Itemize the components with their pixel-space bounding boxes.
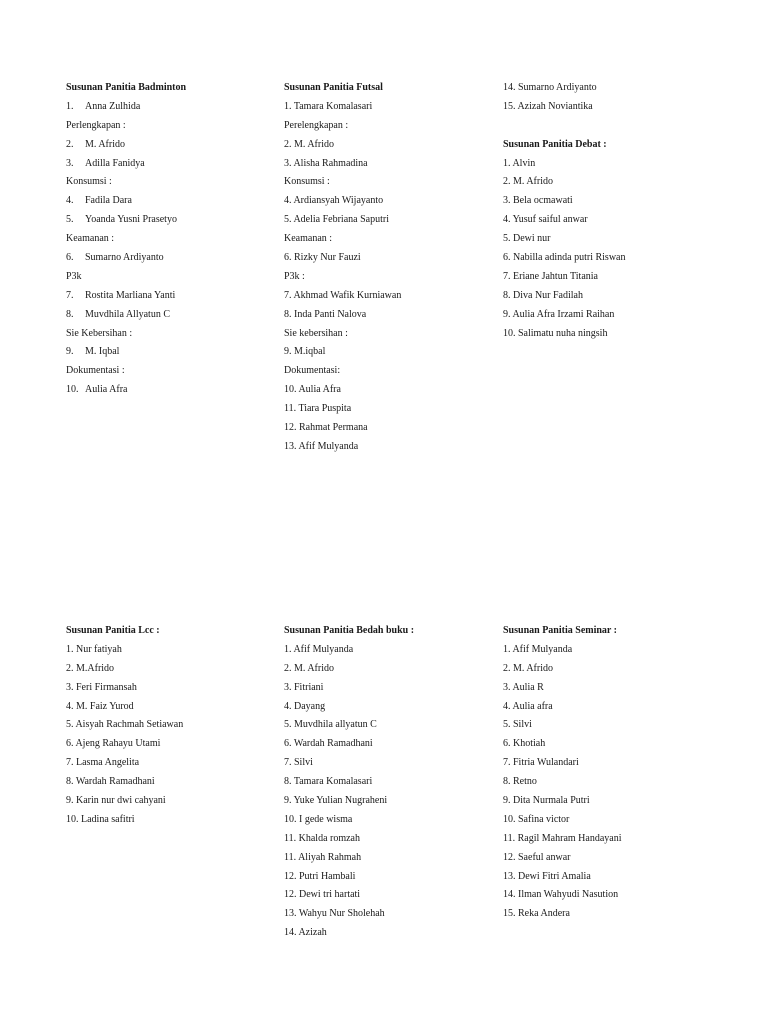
- item-text: M. Iqbal: [85, 346, 120, 358]
- list-item: 2. M. Afrido: [503, 176, 553, 188]
- list-item: 6. Ajeng Rahayu Utami: [66, 738, 161, 750]
- list-item: 6. Nabilla adinda putri Riswan: [503, 252, 626, 264]
- list-item: 5. Adelia Febriana Saputri: [284, 214, 389, 226]
- list-item: 12. Rahmat Permana: [284, 422, 368, 434]
- item-number: 5.: [66, 214, 74, 226]
- futsal-section: [284, 79, 494, 457]
- list-item: 9. Yuke Yulian Nugraheni: [284, 795, 388, 807]
- list-item: 8. Inda Panti Nalova: [284, 308, 367, 320]
- list-item: 3. Bela ocmawati: [503, 195, 573, 207]
- role-heading: Perlengkapan :: [66, 119, 126, 131]
- badminton-section: [66, 79, 276, 400]
- list-item: 4. Dayang: [284, 700, 326, 712]
- list-item: 7. Silvi: [284, 757, 313, 769]
- item-number: 1.: [66, 100, 74, 112]
- list-item: 2. M.Afrido: [66, 662, 115, 674]
- list-item: P3k :: [284, 270, 305, 282]
- seminar-section: [503, 622, 713, 924]
- list-item: 7. Eriane Jahtun Titania: [503, 270, 598, 282]
- role-heading: Konsumsi :: [66, 176, 112, 188]
- list-item: 8. Diva Nur Fadilah: [503, 289, 583, 301]
- list-item: Keamanan :: [284, 233, 333, 245]
- list-item: 7. Fitria Wulandari: [503, 757, 579, 769]
- list-item: 10. Salimatu nuha ningsih: [503, 327, 608, 339]
- debat-section: [503, 79, 713, 343]
- list-item: 3. Alisha Rahmadina: [284, 157, 368, 169]
- item-number: 7.: [66, 289, 74, 301]
- list-item: [66, 136, 276, 155]
- spacer: [503, 117, 713, 136]
- list-item: 1. Tamara Komalasari: [284, 100, 373, 112]
- list-item: 4. Yusuf saiful anwar: [503, 214, 588, 226]
- list-item: 11. Aliyah Rahmah: [284, 851, 362, 863]
- list-item: [66, 249, 276, 268]
- list-item: 6. Khotiah: [503, 738, 546, 750]
- role-heading: Keamanan :: [66, 233, 115, 245]
- debat-title: Susunan Panitia Debat :: [503, 138, 607, 150]
- list-item: 10. I gede wisma: [284, 813, 353, 825]
- item-text: Rostita Marliana Yanti: [85, 289, 176, 301]
- item-text: M. Afrido: [85, 138, 125, 150]
- list-item: 1. Afif Mulyanda: [284, 643, 354, 655]
- lcc-title: Susunan Panitia Lcc :: [66, 625, 160, 636]
- list-item: 14. Ilman Wahyudi Nasution: [503, 889, 619, 901]
- lcc-section: [66, 622, 276, 830]
- list-item: 13. Dewi Fitri Amalia: [503, 870, 591, 882]
- list-item: 3. Fitriani: [284, 681, 324, 693]
- list-item: 3. Feri Firmansah: [66, 681, 137, 693]
- list-item: [66, 381, 276, 400]
- item-text: Aulia Afra: [85, 384, 128, 396]
- list-item: 5. Dewi nur: [503, 233, 551, 245]
- item-number: 2.: [66, 138, 74, 150]
- role-heading: P3k: [66, 270, 82, 282]
- list-item: 10. Ladina safitri: [66, 813, 135, 825]
- list-item: 13. Wahyu Nur Sholehah: [284, 908, 385, 920]
- list-item: 9. Dita Nurmala Putri: [503, 795, 590, 807]
- item-text: Yoanda Yusni Prasetyo: [85, 214, 177, 226]
- list-item: 6. Rizky Nur Fauzi: [284, 252, 361, 264]
- list-item: [66, 211, 276, 230]
- list-item: Dokumentasi:: [284, 365, 341, 377]
- list-item: 4. Ardiansyah Wijayanto: [284, 195, 384, 207]
- list-item: 9. M.iqbal: [284, 346, 326, 358]
- list-item: 1. Alvin: [503, 157, 536, 169]
- list-item: 11. Khalda romzah: [284, 832, 360, 844]
- list-item: [66, 287, 276, 306]
- list-item: 14. Azizah: [284, 927, 327, 939]
- list-item: 2. M. Afrido: [503, 662, 553, 674]
- list-item: 8. Wardah Ramadhani: [66, 776, 155, 788]
- bedah-buku-section: [284, 622, 494, 943]
- list-item: 15. Reka Andera: [503, 908, 570, 920]
- list-item: 10. Aulia Afra: [284, 384, 341, 396]
- list-item: 5. Aisyah Rachmah Setiawan: [66, 719, 184, 731]
- list-item: 12. Saeful anwar: [503, 851, 571, 863]
- list-item: 1. Afif Mulyanda: [503, 643, 573, 655]
- item-text: Anna Zulhida: [85, 100, 141, 112]
- list-item: 7. Akhmad Wafik Kurniawan: [284, 289, 402, 301]
- item-number: 3.: [66, 157, 74, 169]
- list-item: 13. Afif Mulyanda: [284, 440, 359, 452]
- list-item: [66, 98, 276, 117]
- item-number: 9.: [66, 346, 74, 358]
- role-heading: Dokumentasi :: [66, 365, 125, 377]
- list-item: 12. Dewi tri hartati: [284, 889, 361, 901]
- badminton-title: Susunan Panitia Badminton: [66, 82, 187, 93]
- item-number: 4.: [66, 195, 74, 207]
- bedah-buku-title: Susunan Panitia Bedah buku :: [284, 625, 415, 636]
- list-item: 4. Aulia afra: [503, 700, 553, 712]
- list-item: 2. M. Afrido: [284, 138, 334, 150]
- list-item: 11. Ragil Mahram Handayani: [503, 832, 622, 844]
- seminar-title: Susunan Panitia Seminar :: [503, 625, 618, 636]
- list-item: [66, 192, 276, 211]
- item-text: Sumarno Ardiyanto: [85, 252, 164, 264]
- list-item: 5. Silvi: [503, 719, 532, 731]
- list-item: 10. Safina victor: [503, 813, 570, 825]
- list-item: 1. Nur fatiyah: [66, 643, 122, 655]
- list-item: 5. Muvdhila allyatun C: [284, 719, 377, 731]
- list-item: [66, 155, 276, 174]
- list-item: 2. M. Afrido: [284, 662, 334, 674]
- list-item: 12. Putri Hambali: [284, 870, 356, 882]
- list-item: 14. Sumarno Ardiyanto: [503, 82, 597, 93]
- list-item: [66, 306, 276, 325]
- item-number: 6.: [66, 252, 74, 264]
- list-item: 11. Tiara Puspita: [284, 403, 352, 415]
- list-item: 7. Lasma Angelita: [66, 757, 140, 769]
- item-text: Muvdhila Allyatun C: [85, 308, 170, 320]
- list-item: [66, 343, 276, 362]
- item-text: Adilla Fanidya: [85, 157, 145, 169]
- futsal-title: Susunan Panitia Futsal: [284, 82, 383, 93]
- list-item: 9. Aulia Afra Irzami Raihan: [503, 308, 615, 320]
- list-item: 3. Aulia R: [503, 681, 544, 693]
- list-item: Konsumsi :: [284, 176, 330, 188]
- list-item: 4. M. Faiz Yurod: [66, 700, 134, 712]
- role-heading: Sie Kebersihan :: [66, 327, 133, 339]
- list-item: 6. Wardah Ramadhani: [284, 738, 373, 750]
- item-number: 8.: [66, 308, 74, 320]
- list-item: Sie kebersihan :: [284, 327, 348, 339]
- list-item: 8. Tamara Komalasari: [284, 776, 373, 788]
- list-item: 9. Karin nur dwi cahyani: [66, 795, 166, 807]
- item-text: Fadila Dara: [85, 195, 132, 207]
- item-number: 10.: [66, 384, 79, 396]
- list-item: 8. Retno: [503, 776, 537, 788]
- list-item: Perelengkapan :: [284, 119, 349, 131]
- list-item: 15. Azizah Noviantika: [503, 100, 593, 112]
